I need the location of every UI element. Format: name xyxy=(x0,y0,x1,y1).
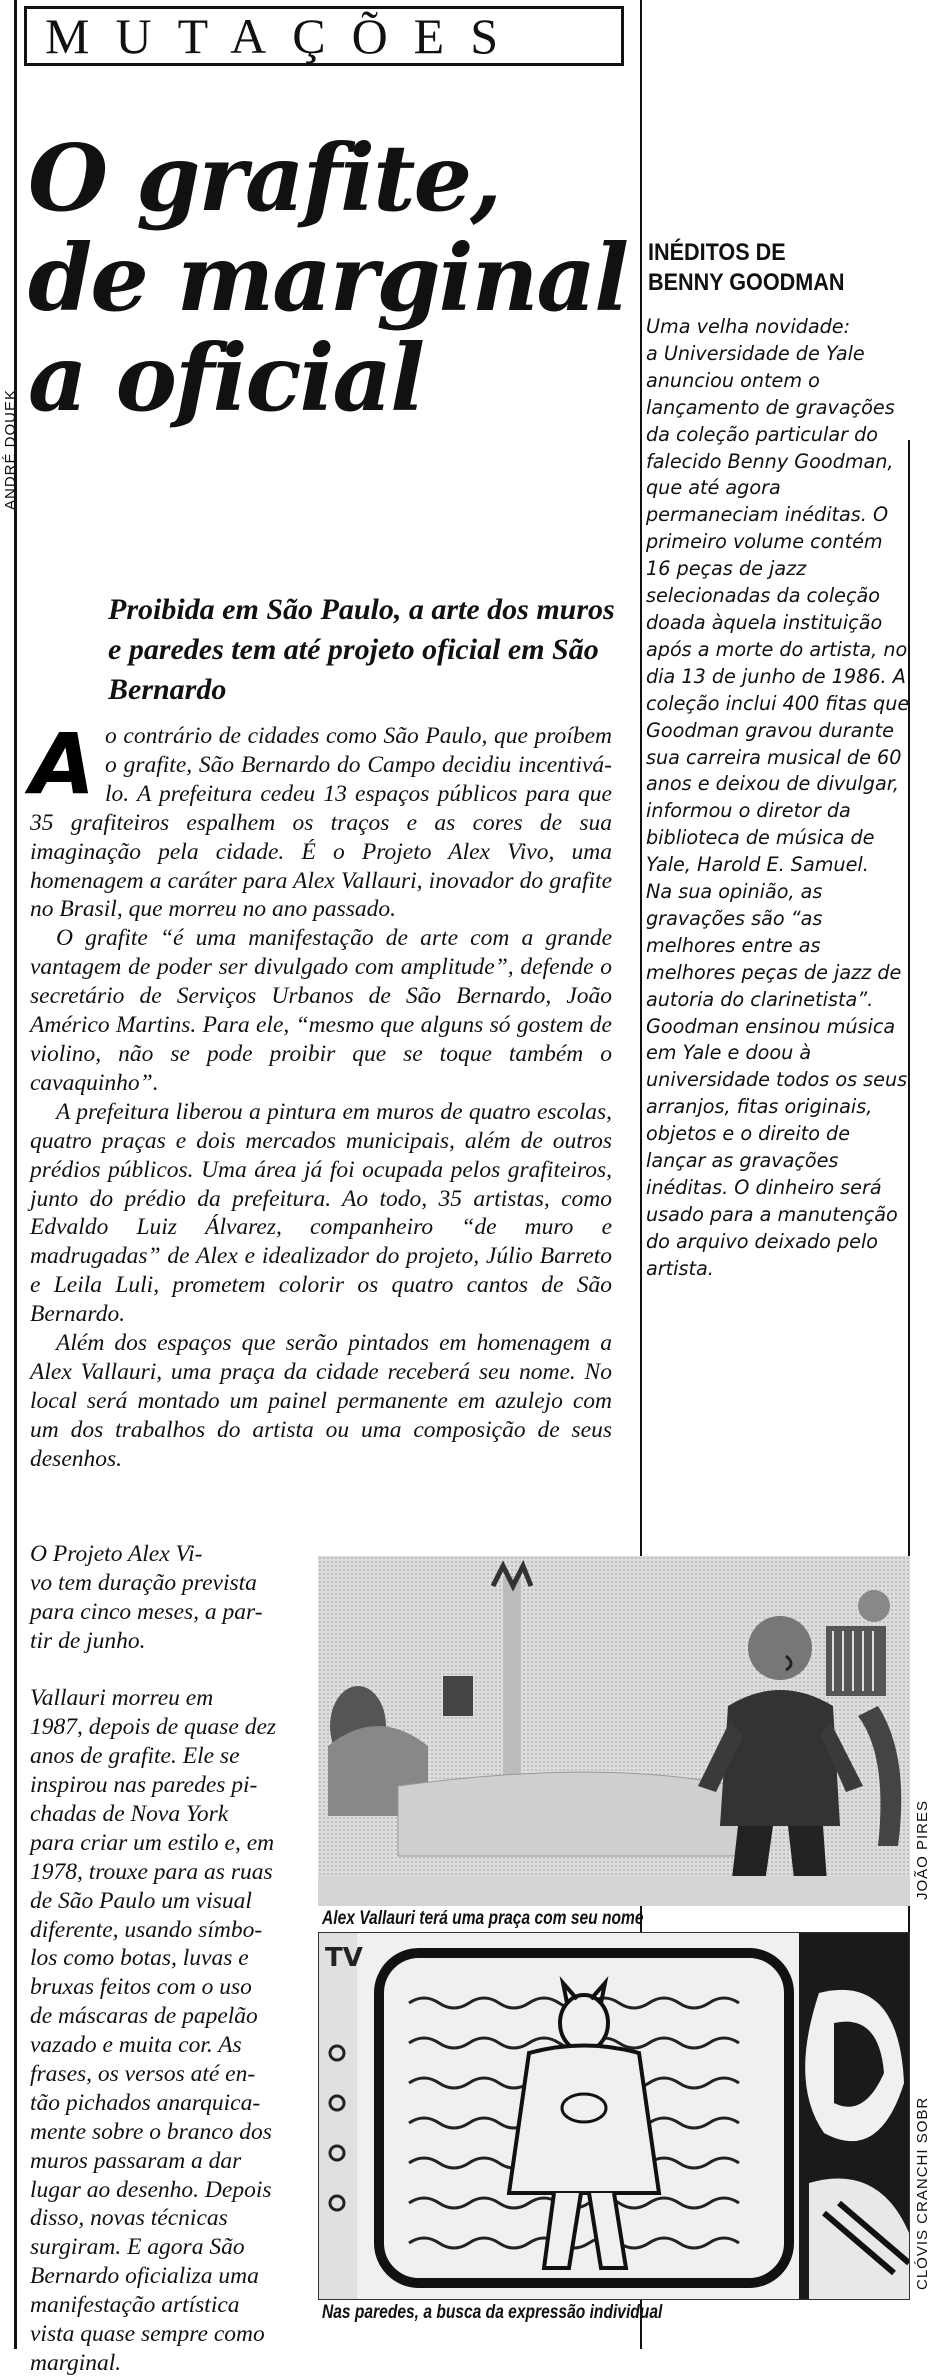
article-paragraph xyxy=(30,715,612,924)
sidebar-line: do arquivo deixado pelo xyxy=(646,1229,879,1253)
article-line: 1978, trouxe para as ruas xyxy=(30,1858,273,1885)
article-line: mente sobre o branco dos xyxy=(30,2118,272,2145)
photo-mural xyxy=(318,1932,910,2300)
article-line: muros passaram a dar xyxy=(30,2147,242,2174)
sidebar-line: 16 peças de jazz xyxy=(646,557,807,581)
drop-cap: A xyxy=(30,715,96,813)
sidebar-line: coleção inclui 400 fitas que xyxy=(646,691,910,715)
left-column-rule xyxy=(14,0,17,2349)
article-line: lugar ao desenho. Depois xyxy=(30,2176,272,2203)
sidebar-line: lançamento de gravações xyxy=(646,395,895,419)
photo-caption: Nas paredes, a busca da expressão individual xyxy=(322,2302,663,2323)
article-line: surgiram. E agora São xyxy=(30,2234,245,2261)
photo-byline: ANDRÉ DOUEK xyxy=(2,388,19,510)
sidebar-body xyxy=(646,314,928,1283)
article-paragraph: A prefeitura liberou a pintura em muros de quatro escolas, quatro praças e dois mercados municipais, além de outros prédios públicos. Uma área já foi ocupada pelos grafiteiros, junto do prédio da prefeitura. Ao todo, 35 artistas, como Edvaldo Luiz Álvarez, companheiro “de muro e madrugadas” de Alex e idealizador do projeto, Júlio Barreto e Leila Luli, prometem colorir os quatro cantos de São Bernardo. xyxy=(30,1098,612,1328)
article-paragraph: Além dos espaços que serão pintados em homenagem a Alex Vallauri, uma praça da cidade receberá seu nome. No local será montado um painel permanente em azulejo com um dos trabalhos do artista ou uma composição de seus desenhos. xyxy=(30,1330,612,1472)
article-line: de São Paulo um visual xyxy=(30,1887,252,1914)
photo-vallauri-image xyxy=(318,1556,910,1906)
sidebar-line: permaneciam inéditas. O xyxy=(646,503,889,527)
sidebar-line: anunciou ontem o xyxy=(646,368,820,392)
sidebar-line: Yale, Harold E. Samuel. xyxy=(646,853,869,877)
photo-caption: Alex Vallauri terá uma praça com seu nome xyxy=(322,1908,644,1929)
sidebar-line: dia 13 de junho de 1986. A xyxy=(646,664,906,688)
article-lede: o contrário de cidades como São Paulo, que proíbem o grafite, São Bernardo do Campo decidiu incentivá-lo. A prefeitura cedeu 13 espaços públicos para que 35 grafiteiros espalhem os traços e as cores de sua imaginação pela cidade. É o Projeto Alex Vivo, uma homenagem a caráter para Alex Vallauri, inovador do grafite no Brasil, que morreu no ano passado. xyxy=(30,723,612,923)
sidebar-line: que até agora xyxy=(646,476,781,500)
headline-line: a oficial xyxy=(28,324,424,432)
section-kicker: MUTAÇÕES xyxy=(24,6,624,66)
article-line: disso, novas técnicas xyxy=(30,2205,228,2232)
sidebar-line: da coleção particular do xyxy=(646,422,878,446)
article-narrow-column xyxy=(30,1540,312,2378)
headline-line: de marginal xyxy=(28,224,628,332)
article-line: chadas de Nova York xyxy=(30,1801,229,1828)
sidebar-line: Goodman ensinou música xyxy=(646,1014,896,1038)
sidebar-line: Goodman gravou durante xyxy=(646,718,894,742)
headline-line: O grafite, xyxy=(28,124,501,232)
article-line: 1987, depois de quase dez xyxy=(30,1714,277,1741)
sidebar-line: inéditas. O dinheiro será xyxy=(646,1176,882,1199)
sidebar-line: anos e deixou de divulgar, xyxy=(646,772,899,796)
sidebar-title-line: INÉDITOS DE xyxy=(648,239,786,266)
article-line: tir de junho. xyxy=(30,1627,146,1654)
sidebar-line: Na sua opinião, as xyxy=(646,880,823,904)
article-paragraph: O grafite “é uma manifestação de arte com a grande vantagem de poder ser divulgado com amplitude”, defende o secretário de Serviços Urbanos de São Bernardo, João Américo Martins. Para ele, “mesmo que alguns só gostem de violino, não se pode proibir que se toque também o cavaquinho”. xyxy=(30,925,612,1096)
article-line: frases, os versos até en- xyxy=(30,2061,256,2088)
photo-credit: CLÓVIS CRANCHI SOBR xyxy=(914,2096,931,2290)
article-line: marginal. xyxy=(30,2349,122,2376)
sidebar-line: artista. xyxy=(646,1256,714,1280)
article-line: O Projeto Alex Vi- xyxy=(30,1541,203,1567)
sidebar-line: lançar as gravações xyxy=(646,1149,839,1173)
sidebar-line: após a morte do artista, no xyxy=(646,637,908,661)
sidebar-line: primeiro volume contém xyxy=(646,530,883,554)
sidebar-line: falecido Benny Goodman, xyxy=(646,449,894,473)
sidebar-line: usado para a manutenção xyxy=(646,1202,898,1226)
deck: Proibida em São Paulo, a arte dos muros e paredes tem até projeto oficial em São Bernardo xyxy=(108,593,615,706)
photo-mural-image xyxy=(319,1933,910,2300)
article-line: inspirou nas paredes pi- xyxy=(30,1772,258,1799)
sidebar-line: arranjos, fitas originais, xyxy=(646,1095,873,1119)
article-line xyxy=(30,1656,312,1685)
sidebar-line: melhores peças de jazz de xyxy=(646,960,902,984)
article-line: para cinco meses, a par- xyxy=(30,1598,263,1625)
article-line: vista quase sempre como xyxy=(30,2321,265,2348)
article-line: vo tem duração prevista xyxy=(30,1569,257,1596)
sidebar-line: Uma velha novidade: xyxy=(646,315,851,338)
article-line: manifestação artística xyxy=(30,2292,240,2319)
sidebar-line: biblioteca de música de xyxy=(646,826,875,850)
sidebar-line: a Universidade de Yale xyxy=(646,341,865,365)
article-line: Bernardo oficializa uma xyxy=(30,2263,259,2290)
sidebar-title xyxy=(648,238,873,298)
sidebar-line: melhores entre as xyxy=(646,933,821,957)
wall-text: TV xyxy=(325,1943,363,1973)
headline xyxy=(28,124,638,432)
article-line: anos de grafite. Ele se xyxy=(30,1743,240,1770)
photo-vallauri xyxy=(318,1556,910,1906)
sidebar-title-line: BENNY GOODMAN xyxy=(648,269,845,296)
photo-credit: JOÃO PIRES xyxy=(914,1799,931,1900)
sidebar-line: informou o diretor da xyxy=(646,799,851,823)
sidebar-line: doada àquela instituição xyxy=(646,610,883,634)
sidebar-line: em Yale e doou à xyxy=(646,1041,812,1065)
article-line: vazado e muita cor. As xyxy=(30,2032,242,2059)
sidebar-line: selecionadas da coleção xyxy=(646,584,881,608)
article-line: los como botas, luvas e xyxy=(30,1945,249,1972)
article-line: para criar um estilo e, em xyxy=(30,1829,275,1856)
sidebar-line: autoria do clarinetista”. xyxy=(646,987,874,1011)
sidebar-line: objetos e o direito de xyxy=(646,1122,851,1146)
article-line: tão pichados anarquica- xyxy=(30,2089,261,2116)
article-body xyxy=(30,715,612,1474)
sidebar-line: universidade todos os seus xyxy=(646,1068,908,1092)
article-line: bruxas feitos com o uso xyxy=(30,1974,252,2001)
article-line: Vallauri morreu em xyxy=(30,1685,214,1712)
article-line: de máscaras de papelão xyxy=(30,2003,258,2030)
article-line: diferente, usando símbo- xyxy=(30,1916,263,1943)
sidebar-line: gravações são “as xyxy=(646,906,823,930)
sidebar-line: sua carreira musical de 60 xyxy=(646,745,902,769)
